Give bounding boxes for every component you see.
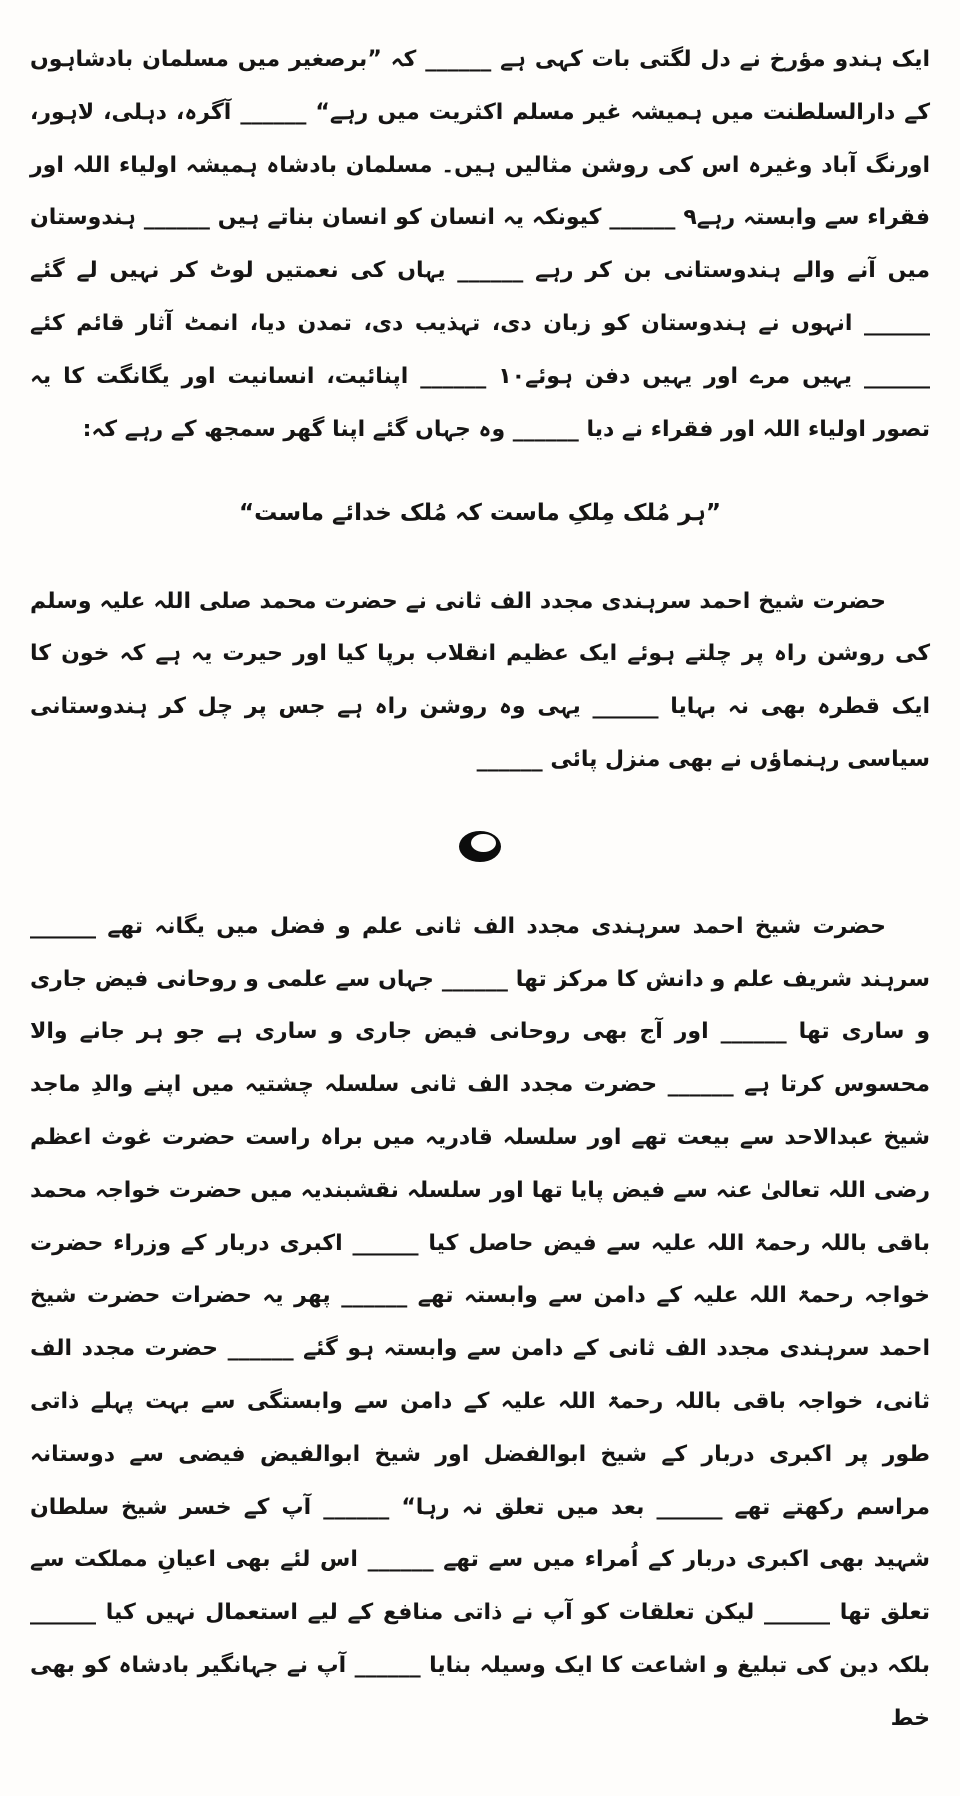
paragraph-2: حضرت شیخ احمد سرہندی مجدد الف ثانی نے حضرت محمد صلی اللہ علیہ وسلم کی روشن راہ پر چلتے ہوئے ایک عظیم انقلاب برپا کیا اور حیرت یہ ہے کہ خون کا ایک قطرہ بھی نہ بہایا ______ یہی وہ روشن راہ ہے جس پر چل کر ہندوستانی سیاسی رہنماؤں نے بھی منزل پائی ______ [30,588,930,772]
paragraph-1: ایک ہندو مؤرخ نے دل لگتی بات کہی ہے ______ کہ ”برصغیر میں مسلمان بادشاہوں کے دارالسلطنت میں ہمیشہ غیر مسلم اکثریت میں رہے“ ______ آگرہ، دہلی، لاہور، اورنگ آباد وغیرہ اس کی روشن مثالیں ہیں۔ مسلمان بادشاہ ہمیشہ اولیاء اللہ اور فقراء سے وابستہ رہے۹ ______ کیونکہ یہ انسان کو انسان بناتے ہیں ______ ہندوستان میں آنے والے ہندوستانی بن کر رہے ______ یہاں کی نعمتیں لوٹ کر نہیں لے گئے ______ انہوں نے ہندوستان کو زبان دی، تہذیب دی، تمدن دیا، انمٹ آثار قائم کئے ______ یہیں مرے اور یہیں دفن ہوئے۱۰ ______ اپنائیت، انسانیت اور یگانگت کا یہ تصور اولیاء اللہ اور فقراء نے دیا ______ وہ جہاں گئے اپنا گھر سمجھ کے رہے کہ: [30,47,930,442]
paragraph-3: حضرت شیخ احمد سرہندی مجدد الف ثانی علم و فضل میں یگانہ تھے ______ سرہند شریف علم و دانش کا مرکز تھا ______ جہاں سے علمی و روحانی فیض جاری و ساری تھا ______ اور آج بھی روحانی فیض جاری و ساری ہے جو ہر جانے والا محسوس کرتا ہے ______ حضرت مجدد الف ثانی سلسلہ چشتیہ میں اپنے والدِ ماجد شیخ عبدالاحد سے بیعت تھے اور سلسلہ قادریہ میں براہ راست حضرت غوث اعظم رضی اللہ تعالیٰ عنہ سے فیض پایا تھا اور سلسلہ نقشبندیہ میں حضرت خواجہ محمد باقی باللہ رحمۃ اللہ علیہ سے فیض حاصل کیا ______ اکبری دربار کے وزراء حضرت خواجہ رحمۃ اللہ علیہ کے دامن سے وابستہ تھے ______ پھر یہ حضرات حضرت شیخ احمد سرہندی مجدد الف ثانی کے دامن سے وابستہ ہو گئے ______ حضرت مجدد الف ثانی، خواجہ باقی باللہ رحمۃ اللہ علیہ کے دامن سے وابستگی سے بہت پہلے ذاتی طور پر اکبری دربار کے شیخ ابوالفضل اور شیخ ابوالفیض فیضی سے دوستانہ مراسم رکھتے تھے ______ بعد میں تعلق نہ رہا“ ______ آپ کے خسر شیخ سلطان شہید بھی اکبری دربار کے اُمراء میں سے تھے ______ اس لئے بھی اعیانِ مملکت سے تعلق تھا ______ لیکن تعلقات کو آپ نے ذاتی منافع کے لیے استعمال نہیں کیا ______ بلکہ دین کی تبلیغ و اشاعت کا ایک وسیلہ بنایا ______ آپ نے جہانگیر بادشاہ کو بھی خط [30,913,930,1731]
persian-verse: ”ہر مُلک مِلکِ ماست کہ مُلک خدائے ماست“ [238,500,721,527]
crescent-ornament-icon [459,831,501,862]
section-divider [30,829,930,865]
